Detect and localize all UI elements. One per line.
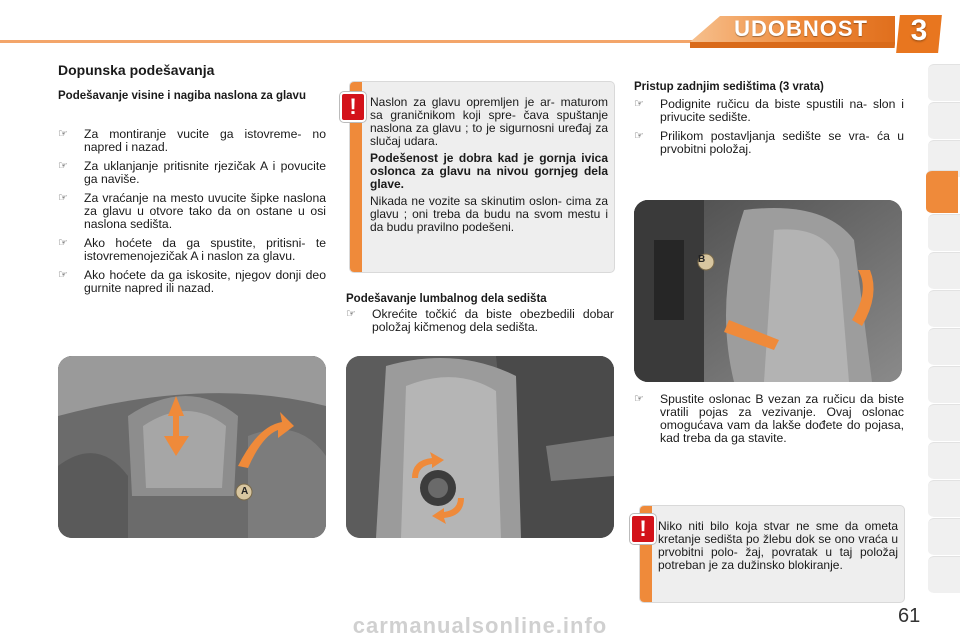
figure-label-a: A — [241, 486, 249, 497]
rear-access-heading: Pristup zadnjim sedištima (3 vrata) — [634, 81, 824, 93]
warning-text — [370, 96, 608, 234]
list-item: ☞ Za uklanjanje pritisnite rjezičak A i povucite ga naviše. — [58, 159, 326, 186]
side-tab-4-active[interactable] — [926, 170, 958, 214]
side-tab-10[interactable] — [928, 404, 960, 442]
list-item: ☞ Podignite ručicu da biste spustili na- slon i privucite sedište. — [634, 97, 904, 124]
side-tab-5[interactable] — [928, 214, 960, 252]
side-tab-13[interactable] — [928, 518, 960, 556]
watermark-text: carmanualsonline.info — [352, 613, 608, 638]
bullet-hand-icon: ☞ — [634, 130, 644, 142]
bullet-hand-icon: ☞ — [58, 237, 68, 249]
warning-icon: ! — [340, 92, 366, 122]
page-number: 61 — [898, 605, 921, 627]
lumbar-illustration — [346, 356, 614, 538]
rear-seat-illustration — [634, 200, 902, 382]
headrest-photo — [58, 356, 326, 538]
chapter-number: 3 — [910, 14, 928, 47]
bullet-hand-icon: ☞ — [346, 308, 356, 320]
list-item: ☞ Spustite oslonac B vezan za ručicu da biste vratili pojas za vezivanje. Ovaj oslonac omogućava vam da lakše dođete do pojasa, kad treba da ga stavite. — [634, 392, 904, 445]
headrest-illustration — [58, 356, 326, 538]
lumbar-photo — [346, 356, 614, 538]
bullet-hand-icon: ☞ — [634, 98, 644, 110]
chapter-title: UDOBNOST — [734, 16, 868, 41]
list-item: ☞ Za montiranje vucite ga istovreme- no napred i nazad. — [58, 127, 326, 154]
list-item: ☞ Okrećite točkić da biste obezbedili dobar položaj kičmenog dela sedišta. — [346, 307, 614, 334]
warning-bold-paragraph: Podešenost je dobra kad je gornja ivica oslonca za glavu na nivou gornjeg dela glave. — [370, 151, 608, 191]
side-tab-1[interactable] — [928, 64, 960, 102]
side-tab-6[interactable] — [928, 252, 960, 290]
warning-paragraph: Naslon za glavu opremljen je ar- maturom sa graničnikom koji spre- čava spuštanje naslona za glavu ; to je sigurnosni uređaj za slučaj udara. — [370, 95, 608, 148]
side-tab-9[interactable] — [928, 366, 960, 404]
bullet-hand-icon: ☞ — [58, 160, 68, 172]
bullet-hand-icon: ☞ — [58, 192, 68, 204]
headrest-list — [58, 128, 326, 301]
side-tab-2[interactable] — [928, 102, 960, 140]
headrest-heading: Podešavanje visine i nagiba naslona za glavu — [58, 90, 306, 102]
list-item: ☞ Prilikom postavljanja sedište se vra- ća u prvobitni položaj. — [634, 129, 904, 156]
side-tab-11[interactable] — [928, 442, 960, 480]
list-item: ☞ Ako hoćete da ga spustite, pritisni- te istovremenojezičak A i naslon za glavu. — [58, 236, 326, 263]
side-tab-12[interactable] — [928, 480, 960, 518]
rear-seat-photo — [634, 200, 902, 382]
side-tab-7[interactable] — [928, 290, 960, 328]
list-item: ☞ Ako hoćete da ga iskosite, njegov donji deo gurnite napred ili nazad. — [58, 268, 326, 295]
bullet-hand-icon: ☞ — [58, 269, 68, 281]
list-item: ☞ Za vraćanje na mesto uvucite šipke naslona za glavu u otvore tako da on ostane u osi naslona sedišta. — [58, 191, 326, 231]
warning-paragraph: Nikada ne vozite sa skinutim oslon- cima za glavu ; oni treba da budu na svom mestu i da budu pravilno podešeni. — [370, 194, 608, 234]
oslonac-list — [634, 393, 904, 451]
warning-text: Niko niti bilo koja stvar ne sme da ometa kretanje sedišta po žlebu dok se ono vraća u prvobitni polo- žaj, povratak u taj položaj potreban je za dužinsko blokiranje. — [658, 519, 898, 572]
lumbar-heading: Podešavanje lumbalnog dela sedišta — [346, 293, 547, 305]
bullet-hand-icon: ☞ — [634, 393, 644, 405]
side-tab-14[interactable] — [928, 556, 960, 594]
figure-label-b: B — [698, 254, 706, 265]
side-tab-8[interactable] — [928, 328, 960, 366]
section-title: Dopunska podešavanja — [58, 62, 215, 78]
rear-access-list — [634, 98, 904, 162]
warning-icon: ! — [630, 514, 656, 544]
bullet-hand-icon: ☞ — [58, 128, 68, 140]
lumbar-list — [346, 308, 614, 340]
